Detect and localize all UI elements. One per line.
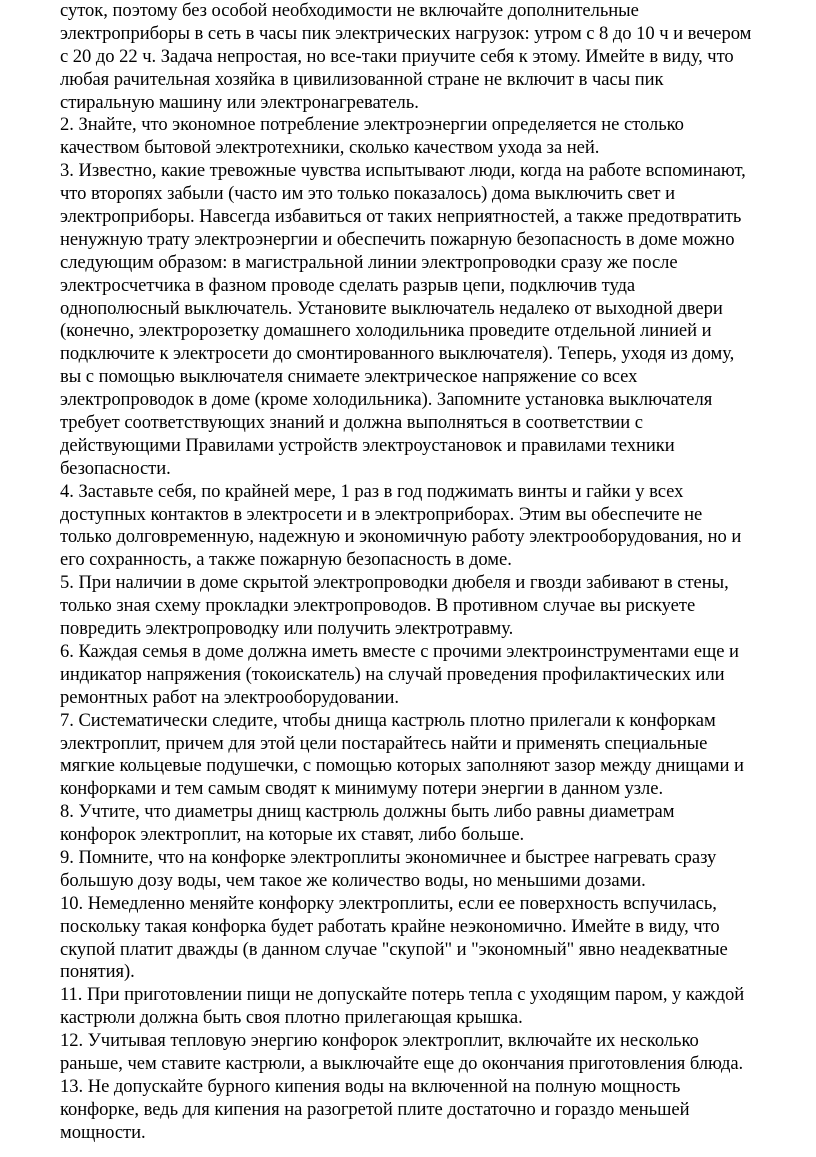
text-line: индикатор напряжения (токоискатель) на случай проведения профилактических или (60, 663, 725, 685)
text-line: требует соответствующих знаний и должна выполняться в соответствии с (60, 412, 643, 434)
text-line: 8. Учтите, что диаметры днищ кастрюль должны быть либо равны диаметрам (60, 801, 675, 823)
text-line: действующими Правилами устройств электроустановок и правилами техники (60, 434, 675, 456)
text-line: любая рачительная хозяйка в цивилизованной стране не включит в часы пик (60, 68, 664, 90)
text-line: 4. Заставьте себя, по крайней мере, 1 раз в год поджимать винты и гайки у всех (60, 480, 684, 502)
text-line: электросчетчика в фазном проводе сделать разрыв цепи, подключив туда (60, 274, 636, 296)
text-line: безопасности. (60, 457, 171, 479)
text-line: следующим образом: в магистральной линии электропроводки сразу же после (60, 251, 678, 273)
text-line: раньше, чем ставите кастрюли, а выключайте еще до окончания приготовления блюда. (60, 1052, 744, 1074)
text-line: вы с помощью выключателя снимаете электрическое напряжение со всех (60, 366, 638, 388)
text-line: большую дозу воды, чем такое же количество воды, но меньшими дозами. (60, 869, 646, 891)
text-line: качеством бытовой электротехники, сколько качеством ухода за ней. (60, 137, 600, 159)
text-line: что второпях забыли (часто им это только показалось) дома выключить свет и (60, 183, 676, 205)
text-line: ремонтных работ на электрооборудовании. (60, 686, 400, 708)
text-line: кастрюли должна быть своя плотно прилегающая крышка. (60, 1007, 523, 1029)
text-line: 7. Систематически следите, чтобы днища кастрюль плотно прилегали к конфоркам (60, 709, 716, 731)
text-line: мощности. (60, 1121, 146, 1143)
text-line: однополюсный выключатель. Установите выключатель недалеко от выходной двери (60, 297, 723, 319)
text-line: 3. Известно, какие тревожные чувства испытывают люди, когда на работе вспоминают, (60, 160, 746, 182)
text-line: электроплит, причем для этой цели постарайтесь найти и применять специальные (60, 732, 708, 754)
text-line: мягкие кольцевые подушечки, с помощью которых заполняют зазор между днищами и (60, 755, 744, 777)
text-line: 2. Знайте, что экономное потребление электроэнергии определяется не столько (60, 114, 684, 136)
text-line: (конечно, электророзетку домашнего холодильника проведите отдельной линией и (60, 320, 712, 342)
text-line: электроприборы. Навсегда избавиться от таких неприятностей, а также предотвратить (60, 206, 742, 228)
text-line: конфорке, ведь для кипения на разогретой плите достаточно и гораздо меньшей (60, 1098, 690, 1120)
text-line: доступных контактов в электросети и в электроприборах. Этим вы обеспечите не (60, 503, 703, 525)
text-line: повредить электропроводку или получить электротравму. (60, 618, 514, 640)
text-line: скупой платит дважды (в данном случае "скупой" и "экономный" явно неадекватные (60, 938, 728, 960)
text-line: 13. Не допускайте бурного кипения воды на включенной на полную мощность (60, 1075, 681, 1097)
text-line: понятия). (60, 961, 135, 983)
text-line: подключите к электросети до смонтированного выключателя). Теперь, уходя из дому, (60, 343, 735, 365)
text-line: 5. При наличии в доме скрытой электропроводки дюбеля и гвозди забивают в стены, (60, 572, 729, 594)
text-line: конфорок электроплит, на которые их ставят, либо больше. (60, 824, 525, 846)
text-line: с 20 до 22 ч. Задача непростая, но все-таки приучите себя к этому. Имейте в виду, что (60, 45, 734, 67)
text-line: 10. Немедленно меняйте конфорку электроплиты, если ее поверхность вспучилась, (60, 892, 717, 914)
text-line: электропроводок в доме (кроме холодильника). Запомните установка выключателя (60, 389, 713, 411)
text-line: его сохранность, а также пожарную безопасность в доме. (60, 549, 512, 571)
text-line: ненужную трату электроэнергии и обеспечить пожарную безопасность в доме можно (60, 228, 735, 250)
document-body (60, 0, 800, 1145)
text-line: суток, поэтому без особой необходимости не включайте дополнительные (60, 0, 639, 21)
text-line: 6. Каждая семья в доме должна иметь вместе с прочими электроинструментами еще и (60, 640, 739, 662)
text-line: только долговременную, надежную и экономичную работу электрооборудования, но и (60, 526, 742, 548)
text-line: стиральную машину или электронагреватель. (60, 91, 419, 113)
text-line: электроприборы в сеть в часы пик электрических нагрузок: утром с 8 до 10 ч и вечером (60, 22, 752, 44)
text-line: 12. Учитывая тепловую энергию конфорок электроплит, включайте их несколько (60, 1030, 699, 1052)
text-line: 11. При приготовлении пищи не допускайте потерь тепла с уходящим паром, у каждой (60, 984, 745, 1006)
text-line: конфорками и тем самым сводят к минимуму потери энергии в данном узле. (60, 778, 664, 800)
text-line: 9. Помните, что на конфорке электроплиты экономичнее и быстрее нагревать сразу (60, 846, 717, 868)
text-line: поскольку такая конфорка будет работать крайне неэкономично. Имейте в виду, что (60, 915, 720, 937)
text-line: только зная схему прокладки электропроводов. В противном случае вы рискуете (60, 595, 696, 617)
